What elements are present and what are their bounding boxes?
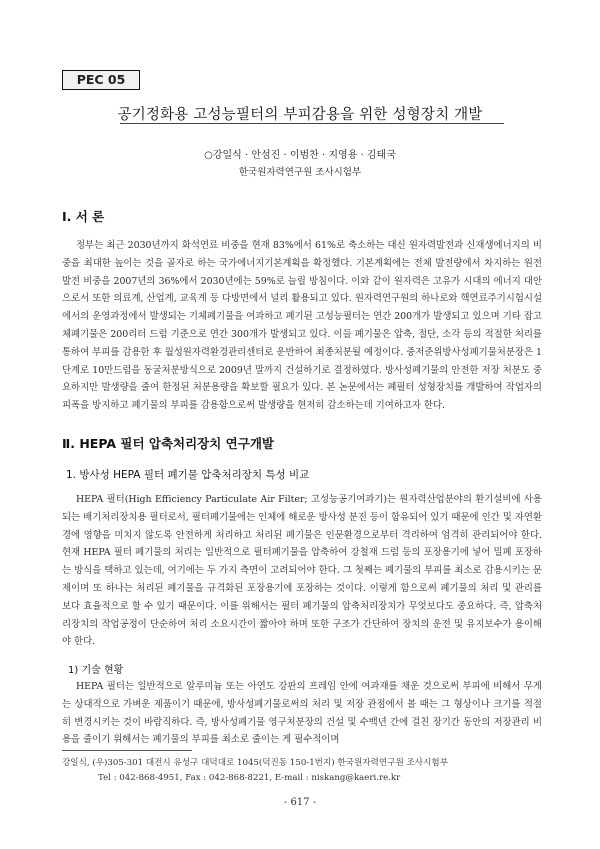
- subsubsection-heading-tech-status: 1) 기술 현황: [68, 665, 124, 676]
- footnote-address: 강일식, (우)305-301 대전시 유성구 대덕대로 1045(덕진동 150-1번지) 한국원자력연구원 조사시험부: [62, 758, 449, 768]
- tech-status-paragraph: HEPA 필터는 일반적으로 알루미늄 또는 아연도 강판의 프레임 안에 여과재를 채운 것으로써 부피에 비해서 무게는 상대적으로 가벼운 제품이기 때문에, 방사성폐기물로써의 처리 및 저장 관점에서 볼 때는 그 형상이나 크기를 적절히 변경시키는 것이 바람직하다. 즉, 방사성폐기물 영구처분장의 건설 및 수백년 간에 걸친 장기간 동안의 저장관리 비용을 줄이기 위해서는 폐기물의 부피를 최소로 줄이는 게 필수적이며: [62, 681, 542, 746]
- author-list: ○강일식 · 안섬진 · 이범찬 · 지영용 · 김태국: [204, 150, 396, 161]
- section-heading-hepa-development: Ⅱ. HEPA 필터 압축처리장치 연구개발: [62, 436, 274, 451]
- section-heading-introduction: Ⅰ. 서 론: [62, 209, 105, 224]
- footnote-contact: Tel : 042-868-4951, Fax : 042-868-8221, E-mail : niskang@kaeri.re.kr: [98, 773, 401, 783]
- affiliation: 한국원자력연구원 조사시험부: [238, 167, 362, 178]
- title-underline: [120, 123, 504, 124]
- introduction-paragraph: 정부는 최근 2030년까지 화석연료 비중을 현재 83%에서 61%로 축소하는 대신 원자력발전과 신재생에너지의 비중을 최대한 높이는 것을 골자로 하는 국가에너지기본계획을 확정했다. 기본계획에는 전체 발전량에서 차지하는 원전발전 비중을 2007년의 36%에서 2030년에는 59%로 늘릴 방침이다. 이와 같이 원자력은 고유가 시대의 에너지 대안으로서 또한 의료계, 산업계, 교육계 등 다방면에서 널리 활용되고 있다. 원자력연구원의 하나로와 핵연료주기시험시설에서의 운영과정에서 발생되는 기체폐기물을 여과하고 폐기된 고성능필터는 연간 200개가 발생되고 있으며 기타 잡고체폐기물은 200리터 드럼 기준으로 연간 300개가 발생되고 있다. 이들 폐기물은 압축, 절단, 소각 등의 적절한 처리를 통하여 부피를 감용한 후 월성원자력환경관리센터로 운반하여 최종처분될 예정이다. 중저준위방사성폐기물처분장은 1단계로 10만드럼을 동굴처분방식으로 2009년 말까지 건설하기로 결정하였다. 방사성폐기물의 안전한 저장 처분도 중요하지만 발생량을 줄여 한정된 처분용량을 확보할 필요가 있다. 본 논문에서는 폐필터 성형장치를 개발하여 작업자의 피폭을 방지하고 폐기물의 부피를 감용함으로써 발생량을 현저히 감소하는데 기여하고자 한다.: [62, 240, 542, 412]
- subsection-heading-comparison: 1. 방사성 HEPA 필터 폐기물 압축처리장치 특성 비교: [66, 469, 310, 481]
- session-tag: PEC 05: [62, 70, 140, 90]
- footnote-rule: [62, 750, 192, 751]
- page-number: - 617 -: [283, 797, 317, 808]
- comparison-paragraph: HEPA 필터(High Efficiency Particulate Air Filter; 고성능공기여과기)는 원자력산업분야의 환기설비에 사용되는 배기처리장치용 필터로서, 필터폐기물에는 인체에 해로운 방사성 분진 등이 함유되어 있기 때문에 인간 및 자연환경에 영향을 미치지 않도록 안전하게 처리하고 처리된 폐기물은 인문환경으로부터 격리하여 엄격히 관리되어야 한다. 현재 HEPA 필터 폐기물의 처리는 일반적으로 필터폐기물을 압축하여 강철재 드럼 등의 포장용기에 넣어 밀폐 포장하는 방식을 택하고 있는데, 여기에는 두 가지 측면이 고려되어야 한다. 그 첫째는 폐기물의 부피를 최소로 감용시키는 문제이며 또 하나는 처리된 폐기물을 규격화된 포장용기에 포장하는 것이다. 이렇게 함으로써 폐기물의 처리 및 관리를 보다 효율적으로 할 수 있기 때문이다. 이를 위해서는 필터 폐기물의 압축처리장치가 무엇보다도 중요하다. 즉, 압축처리장치의 작업공정이 단순하여 처리 소요시간이 짧아야 하며 또한 구조가 간단하여 장치의 운전 및 유지보수가 용이해야 한다.: [62, 494, 542, 648]
- paper-title: 공기정화용 고성능필터의 부피감용을 위한 성형장치 개발: [117, 107, 483, 123]
